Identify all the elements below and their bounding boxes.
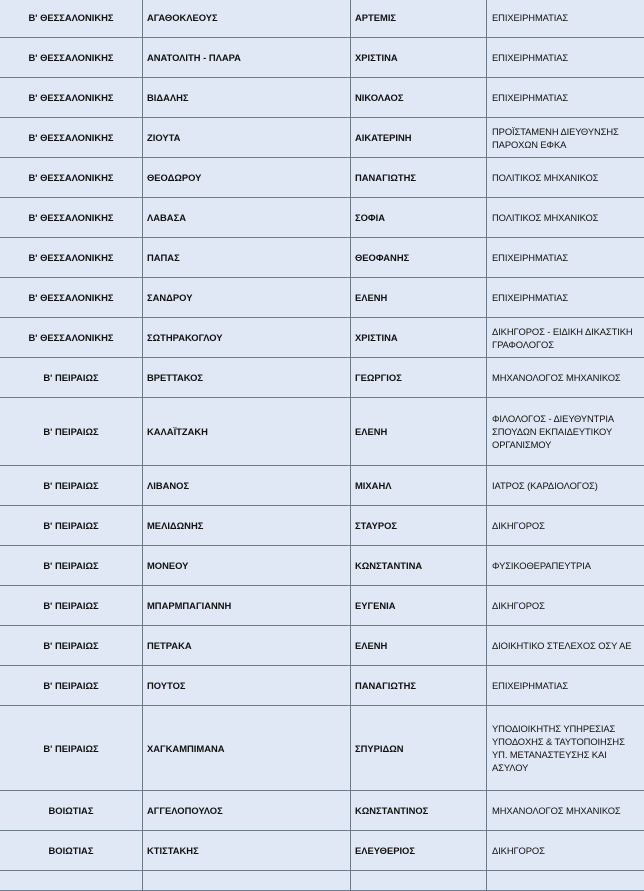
profession-cell: ΦΙΛΟΛΟΓΟΣ - ΔΙΕΥΘΥΝΤΡΙΑ ΣΠΟΥΔΩΝ ΕΚΠΑΙΔΕΥΤΙΚΟΥ ΟΡΓΑΝΙΣΜΟΥ [487,398,644,466]
table-row [0,358,644,398]
first-name-cell: ΕΛΕΥΘΕΡΙΟΣ [351,831,487,871]
table-row [0,871,644,891]
first-name-cell: ΧΡΙΣΤΙΝΑ [351,38,487,78]
first-name-cell [351,871,487,891]
profession-cell: ΠΡΟΪΣΤΑΜΕΝΗ ΔΙΕΥΘΥΝΣΗΣ ΠΑΡΟΧΩΝ ΕΦΚΑ [487,118,644,158]
first-name-cell: ΕΥΓΕΝΙΑ [351,586,487,626]
table-row [0,706,644,791]
profession-cell: ΥΠΟΔΙΟΙΚΗΤΗΣ ΥΠΗΡΕΣΙΑΣ ΥΠΟΔΟΧΗΣ & ΤΑΥΤΟΠΟΙΗΣΗΣ ΥΠ. ΜΕΤΑΝΑΣΤΕΥΣΗΣ ΚΑΙ ΑΣΥΛΟΥ [487,706,644,791]
surname-cell: ΑΓΑΘΟΚΛΕΟΥΣ [143,0,351,38]
table-row [0,0,644,38]
constituency-cell: Β' ΘΕΣΣΑΛΟΝΙΚΗΣ [0,158,143,198]
table-row [0,666,644,706]
first-name-cell: ΓΕΩΡΓΙΟΣ [351,358,487,398]
first-name-cell: ΑΡΤΕΜΙΣ [351,0,487,38]
profession-cell: ΔΙΚΗΓΟΡΟΣ [487,586,644,626]
surname-cell: ΧΑΓΚΑΜΠΙΜΑΝΑ [143,706,351,791]
profession-cell: ΕΠΙΧΕΙΡΗΜΑΤΙΑΣ [487,0,644,38]
first-name-cell: ΚΩΝΣΤΑΝΤΙΝΟΣ [351,791,487,831]
surname-cell: ΑΝΑΤΟΛΙΤΗ - ΠΛΑΡΑ [143,38,351,78]
profession-cell: ΔΙΚΗΓΟΡΟΣ [487,506,644,546]
surname-cell: ΚΤΙΣΤΑΚΗΣ [143,831,351,871]
table-row [0,398,644,466]
profession-cell: ΕΠΙΧΕΙΡΗΜΑΤΙΑΣ [487,666,644,706]
surname-cell: ΛΙΒΑΝΟΣ [143,466,351,506]
constituency-cell: Β' ΠΕΙΡΑΙΩΣ [0,706,143,791]
surname-cell: ΠΟΥΤΟΣ [143,666,351,706]
table-row [0,198,644,238]
constituency-cell: Β' ΘΕΣΣΑΛΟΝΙΚΗΣ [0,318,143,358]
first-name-cell: ΧΡΙΣΤΙΝΑ [351,318,487,358]
table-row [0,506,644,546]
surname-cell: ΠΑΠΑΣ [143,238,351,278]
surname-cell: ΒΙΔΑΛΗΣ [143,78,351,118]
surname-cell: ΠΕΤΡΑΚΑ [143,626,351,666]
profession-cell: ΜΗΧΑΝΟΛΟΓΟΣ ΜΗΧΑΝΙΚΟΣ [487,791,644,831]
constituency-cell: Β' ΘΕΣΣΑΛΟΝΙΚΗΣ [0,38,143,78]
constituency-cell: Β' ΠΕΙΡΑΙΩΣ [0,506,143,546]
surname-cell [143,871,351,891]
table-row [0,118,644,158]
profession-cell: ΔΙΚΗΓΟΡΟΣ [487,831,644,871]
profession-cell: ΠΟΛΙΤΙΚΟΣ ΜΗΧΑΝΙΚΟΣ [487,158,644,198]
table-row [0,238,644,278]
constituency-cell: ΒΟΙΩΤΙΑΣ [0,791,143,831]
surname-cell: ΣΩΤΗΡΑΚΟΓΛΟΥ [143,318,351,358]
surname-cell: ΣΑΝΔΡΟΥ [143,278,351,318]
profession-cell: ΙΑΤΡΟΣ (ΚΑΡΔΙΟΛΟΓΟΣ) [487,466,644,506]
surname-cell: ΖΙΟΥΤΑ [143,118,351,158]
first-name-cell: ΣΟΦΙΑ [351,198,487,238]
constituency-cell: Β' ΠΕΙΡΑΙΩΣ [0,546,143,586]
profession-cell: ΕΠΙΧΕΙΡΗΜΑΤΙΑΣ [487,238,644,278]
profession-cell: ΕΠΙΧΕΙΡΗΜΑΤΙΑΣ [487,278,644,318]
table-row [0,791,644,831]
first-name-cell: ΕΛΕΝΗ [351,278,487,318]
surname-cell: ΛΑΒΑΣΑ [143,198,351,238]
table-row [0,318,644,358]
table-row [0,466,644,506]
first-name-cell: ΑΙΚΑΤΕΡΙΝΗ [351,118,487,158]
constituency-cell: Β' ΘΕΣΣΑΛΟΝΙΚΗΣ [0,278,143,318]
profession-cell: ΕΠΙΧΕΙΡΗΜΑΤΙΑΣ [487,78,644,118]
surname-cell: ΚΑΛΑΪΤΖΑΚΗ [143,398,351,466]
profession-cell: ΠΟΛΙΤΙΚΟΣ ΜΗΧΑΝΙΚΟΣ [487,198,644,238]
constituency-cell: ΒΟΙΩΤΙΑΣ [0,831,143,871]
table-row [0,546,644,586]
first-name-cell: ΝΙΚΟΛΑΟΣ [351,78,487,118]
constituency-cell: Β' ΘΕΣΣΑΛΟΝΙΚΗΣ [0,118,143,158]
table-row [0,586,644,626]
first-name-cell: ΠΑΝΑΓΙΩΤΗΣ [351,158,487,198]
constituency-cell: Β' ΘΕΣΣΑΛΟΝΙΚΗΣ [0,238,143,278]
first-name-cell: ΣΠΥΡΙΔΩΝ [351,706,487,791]
surname-cell: ΑΓΓΕΛΟΠΟΥΛΟΣ [143,791,351,831]
first-name-cell: ΣΤΑΥΡΟΣ [351,506,487,546]
table-row [0,626,644,666]
constituency-cell: Β' ΠΕΙΡΑΙΩΣ [0,666,143,706]
surname-cell: ΒΡΕΤΤΑΚΟΣ [143,358,351,398]
constituency-cell: Β' ΠΕΙΡΑΙΩΣ [0,586,143,626]
surname-cell: ΜΟΝΕΟΥ [143,546,351,586]
profession-cell: ΕΠΙΧΕΙΡΗΜΑΤΙΑΣ [487,38,644,78]
constituency-cell: Β' ΠΕΙΡΑΙΩΣ [0,466,143,506]
constituency-cell: Β' ΠΕΙΡΑΙΩΣ [0,398,143,466]
constituency-cell: Β' ΘΕΣΣΑΛΟΝΙΚΗΣ [0,0,143,38]
first-name-cell: ΕΛΕΝΗ [351,398,487,466]
first-name-cell: ΠΑΝΑΓΙΩΤΗΣ [351,666,487,706]
table-row [0,831,644,871]
surname-cell: ΜΠΑΡΜΠΑΓΙΑΝΝΗ [143,586,351,626]
first-name-cell: ΘΕΟΦΑΝΗΣ [351,238,487,278]
surname-cell: ΜΕΛΙΔΩΝΗΣ [143,506,351,546]
table-row [0,278,644,318]
profession-cell: ΔΙΚΗΓΟΡΟΣ - ΕΙΔΙΚΗ ΔΙΚΑΣΤΙΚΗ ΓΡΑΦΟΛΟΓΟΣ [487,318,644,358]
constituency-cell: Β' ΘΕΣΣΑΛΟΝΙΚΗΣ [0,78,143,118]
profession-cell [487,871,644,891]
profession-cell: ΔΙΟΙΚΗΤΙΚΟ ΣΤΕΛΕΧΟΣ ΟΣΥ ΑΕ [487,626,644,666]
first-name-cell: ΕΛΕΝΗ [351,626,487,666]
constituency-cell: Β' ΠΕΙΡΑΙΩΣ [0,626,143,666]
table-row [0,78,644,118]
constituency-cell: Β' ΘΕΣΣΑΛΟΝΙΚΗΣ [0,198,143,238]
first-name-cell: ΜΙΧΑΗΛ [351,466,487,506]
constituency-cell [0,871,143,891]
first-name-cell: ΚΩΝΣΤΑΝΤΙΝΑ [351,546,487,586]
profession-cell: ΜΗΧΑΝΟΛΟΓΟΣ ΜΗΧΑΝΙΚΟΣ [487,358,644,398]
table-row [0,158,644,198]
constituency-cell: Β' ΠΕΙΡΑΙΩΣ [0,358,143,398]
table-row [0,38,644,78]
surname-cell: ΘΕΟΔΩΡΟΥ [143,158,351,198]
profession-cell: ΦΥΣΙΚΟΘΕΡΑΠΕΥΤΡΙΑ [487,546,644,586]
